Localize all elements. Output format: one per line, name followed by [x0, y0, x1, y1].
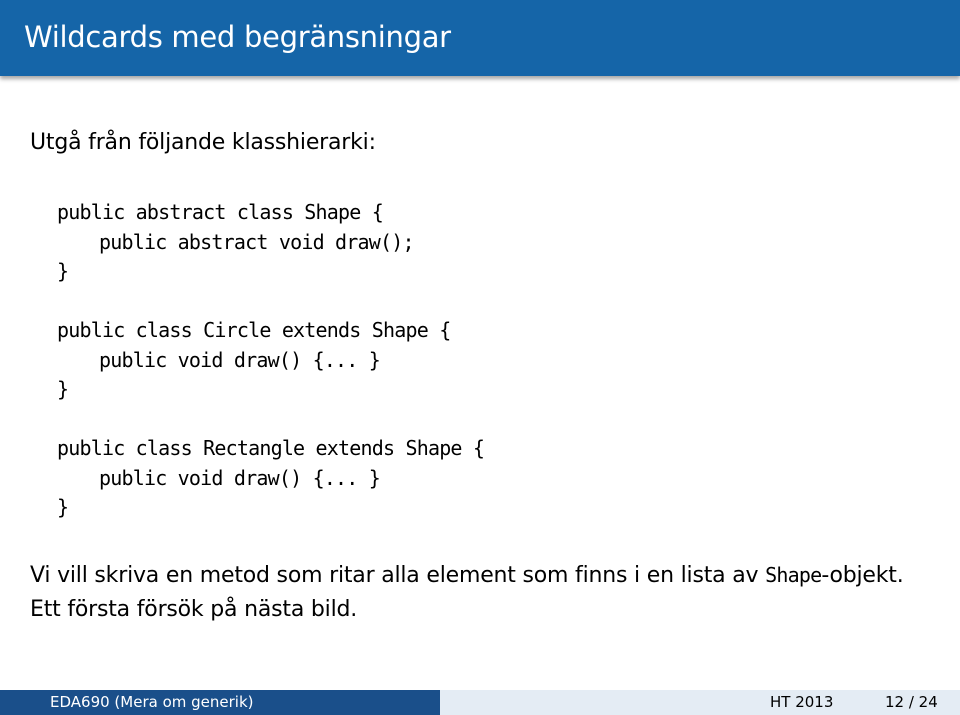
code-line: public void draw() {... } [99, 465, 381, 490]
code-block [57, 198, 484, 523]
code-line [57, 287, 484, 317]
code-line [57, 405, 484, 435]
footer-page-number: 12 / 24 [885, 693, 938, 711]
code-line: } [57, 377, 69, 401]
code-line: } [57, 495, 69, 519]
footer-right [440, 690, 960, 715]
paragraph-text-1: Vi vill skriva en metod som ritar alla element som finns i en lista av [30, 563, 766, 588]
title-bar [0, 0, 960, 76]
footer-term: HT 2013 [770, 693, 834, 711]
code-line: public class Rectangle extends Shape { [57, 436, 485, 460]
paragraph-code: Shape [765, 563, 822, 587]
code-line: public class Circle extends Shape { [57, 318, 451, 342]
paragraph-text-2: -objekt. Ett första försök på nästa bild. [30, 563, 904, 622]
slide-title: Wildcards med begränsningar [24, 20, 451, 54]
footer [0, 690, 960, 715]
footer-course: EDA690 (Mera om generik) [50, 693, 254, 711]
code-line: } [57, 259, 69, 283]
code-line: public abstract void draw(); [99, 229, 414, 254]
code-line: public abstract class Shape { [57, 200, 383, 224]
description-paragraph [30, 558, 930, 627]
intro-text: Utgå från följande klasshierarki: [30, 130, 376, 155]
code-line: public void draw() {... } [99, 347, 381, 372]
footer-left [0, 690, 440, 715]
